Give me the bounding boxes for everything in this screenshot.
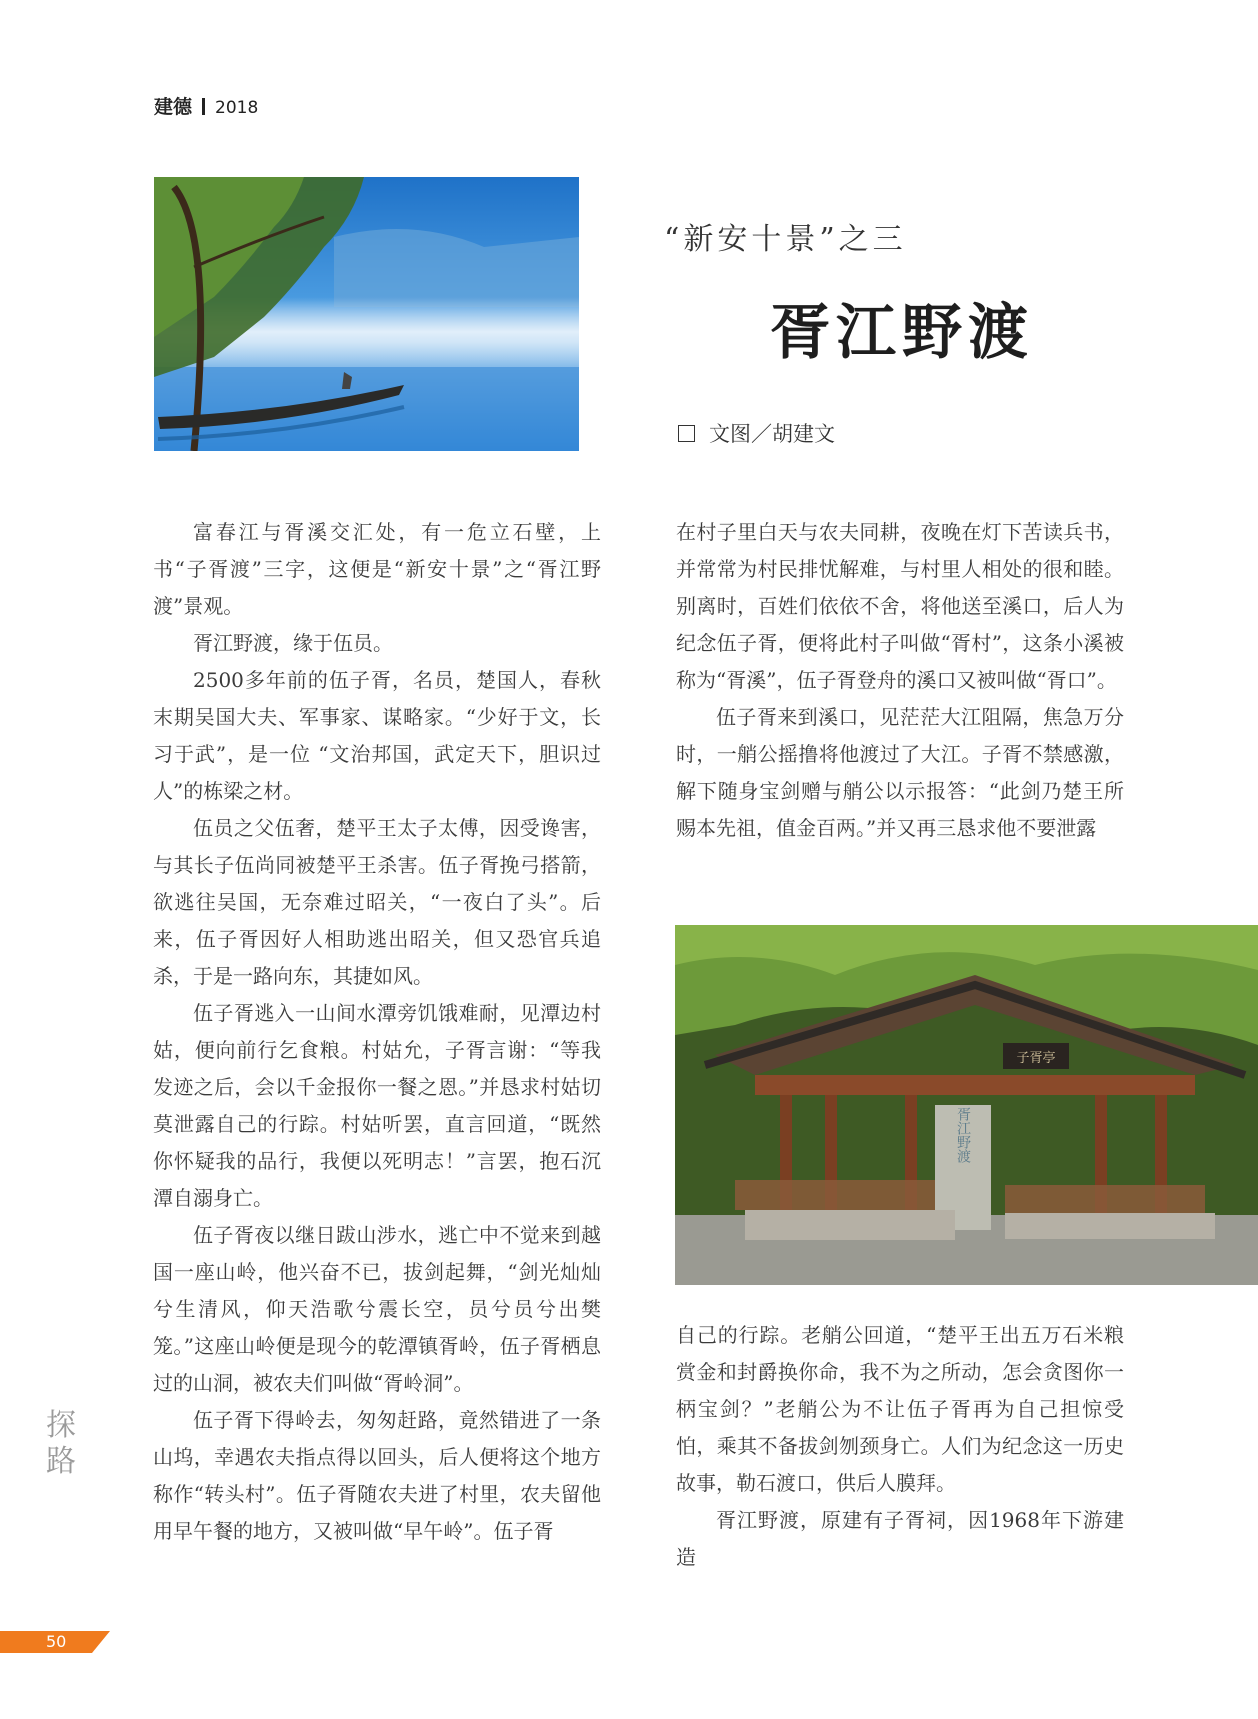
paragraph: 伍子胥逃入一山间水潭旁饥饿难耐，见潭边村姑，便向前行乞食粮。村姑允，子胥言谢：“等我发迹之后，会以千金报你一餐之恩。”并恳求村姑切莫泄露自己的行踪。村姑听罢，直言回道，“既然你怀疑我的品行，我便以死明志！”言罢，抱石沉潭自溺身亡。	[153, 1001, 601, 1210]
paragraph: 自己的行踪。老艄公回道，“楚平王出五万石米粮赏金和封爵换你命，我不为之所动，怎会贪图你一柄宝剑？”老艄公为不让伍子胥再为自己担惊受怕，乘其不备拔剑刎颈身亡。人们为纪念这一历史故事，勒石渡口，供后人膜拜。	[676, 1323, 1124, 1495]
paragraph: 伍子胥夜以继日跋山涉水，逃亡中不觉来到越国一座山岭，他兴奋不已，拔剑起舞，“剑光灿灿兮生清风，仰天浩歌兮震长空，员兮员兮出樊笼。”这座山岭便是现今的乾潭镇胥岭，伍子胥栖息过的山洞，被农夫们叫做“胥岭洞”。	[153, 1223, 601, 1395]
paragraph: 伍子胥来到溪口，见茫茫大江阻隔，焦急万分时，一艄公摇撸将他渡过了大江。子胥不禁感激，解下随身宝剑赠与艄公以示报答：“此剑乃楚王所赐本先祖，值金百两。”并又再三恳求他不要泄露	[676, 705, 1124, 840]
photo-pavilion	[675, 925, 1258, 1285]
article-series-subtitle: “新安十景”之三	[664, 222, 907, 257]
paragraph: 胥江野渡，缘于伍员。	[193, 631, 393, 655]
paragraph: 伍子胥下得岭去，匆匆赶路，竟然错进了一条山坞，幸遇农夫指点得以回头，后人便将这个地方称作“转头村”。伍子胥随农夫进了村里，农夫留他用早午餐的地方，又被叫做“早午岭”。伍子胥	[153, 1408, 601, 1543]
header-divider	[202, 98, 205, 115]
checkbox-square-icon	[678, 425, 695, 442]
page-number: 50	[46, 1632, 67, 1651]
photo-misty-river	[154, 177, 579, 451]
magazine-year: 2018	[215, 98, 259, 118]
left-column	[153, 514, 601, 1550]
pavilion-plaque: 子胥亭	[1016, 1051, 1056, 1066]
right-column-bottom	[676, 1317, 1124, 1576]
paragraph: 胥江野渡，原建有子胥祠，因1968年下游建造	[676, 1508, 1124, 1569]
stele-char: 胥江野渡	[955, 1107, 971, 1163]
paragraph: 富春江与胥溪交汇处，有一危立石壁，上书“子胥渡”三字，这便是“新安十景”之“胥江野渡”景观。	[153, 520, 601, 618]
byline-text: 文图／胡建文	[709, 422, 835, 446]
article-title: 胥江野渡	[770, 298, 1034, 368]
paragraph: 伍员之父伍奢，楚平王太子太傅，因受谗害，与其长子伍尚同被楚平王杀害。伍子胥挽弓搭箭，欲逃往吴国，无奈难过昭关，“一夜白了头”。后来，伍子胥因好人相助逃出昭关，但又恐官兵追杀，于是一路向东，其捷如风。	[153, 816, 601, 988]
running-header	[154, 92, 258, 119]
byline	[678, 418, 835, 448]
magazine-name: 建德	[154, 96, 193, 118]
paragraph: 在村子里白天与农夫同耕，夜晚在灯下苦读兵书，并常常为村民排忧解难，与村里人相处的很和睦。别离时，百姓们依依不舍，将他送至溪口，后人为纪念伍子胥，便将此村子叫做“胥村”，这条小溪被称为“胥溪”，伍子胥登舟的溪口又被叫做“胥口”。	[676, 520, 1124, 692]
right-column-top	[676, 514, 1124, 847]
paragraph: 2500多年前的伍子胥，名员，楚国人，春秋末期吴国大夫、军事家、谋略家。“少好于文，长习于武”，是一位 “文治邦国，武定天下，胆识过人”的栋梁之材。	[153, 668, 601, 803]
section-label: 探路	[46, 1408, 76, 1479]
